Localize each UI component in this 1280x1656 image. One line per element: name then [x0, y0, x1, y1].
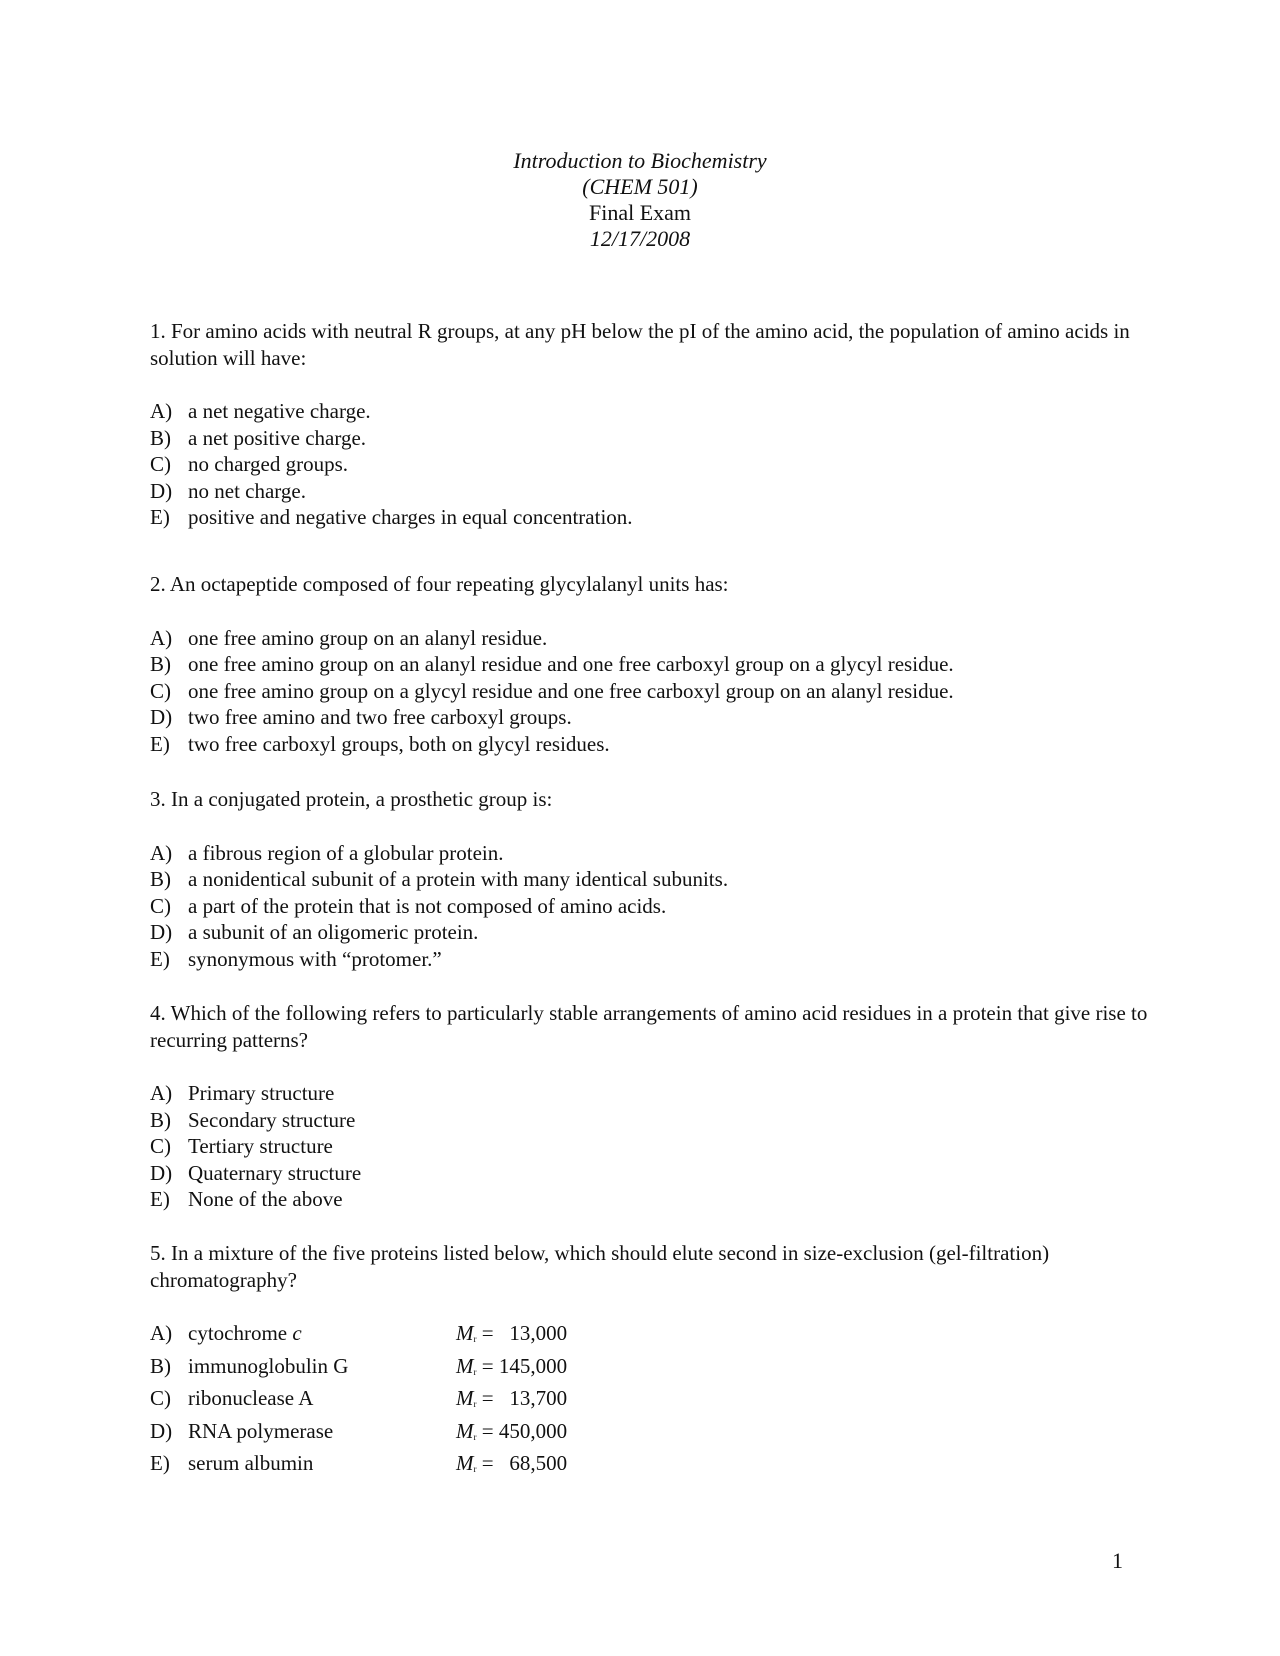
option-label: E) [150, 731, 170, 756]
question-3 [150, 786, 1150, 972]
page-number: 1 [1112, 1548, 1123, 1573]
option-c [150, 1385, 1150, 1418]
option-text: Primary structure [188, 1081, 335, 1105]
course-title: Introduction to Biochemistry [513, 148, 767, 173]
molecular-weight: $M_r = 13,000$ [456, 1321, 568, 1345]
option-a [150, 840, 1150, 867]
option-text: a nonidentical subunit of a protein with many identical subunits. [188, 867, 729, 891]
option-label: C) [150, 1386, 171, 1410]
option-label: E) [150, 1187, 170, 1211]
option-b [150, 651, 1150, 678]
question-stem: 3. In a conjugated protein, a prosthetic group is: [150, 787, 553, 811]
option-text: two free amino and two free carboxyl groups. [188, 705, 572, 729]
protein-name: RNA polymerase [188, 1418, 334, 1443]
option-a [150, 398, 1150, 425]
option-d [150, 1160, 1150, 1187]
option-c [150, 1133, 1150, 1160]
protein-name: cytochrome c [188, 1321, 302, 1345]
molecular-weight: $M_r = 145,000$ [456, 1353, 568, 1378]
option-b [150, 866, 1150, 893]
option-label: B) [150, 867, 171, 891]
option-label: D) [150, 1418, 173, 1443]
option-text: a fibrous region of a globular protein. [188, 840, 504, 865]
option-label: C) [150, 452, 171, 476]
molecular-weight: $M_r = 450,000$ [456, 1418, 568, 1443]
option-d [150, 919, 1150, 946]
option-text: None of the above [188, 1187, 343, 1211]
option-label: E) [150, 946, 170, 971]
molecular-weight: $M_r = 68,500$ [456, 1451, 568, 1475]
option-label: B) [150, 1107, 171, 1132]
protein-name: immunoglobulin G [188, 1353, 349, 1378]
option-a [150, 1080, 1150, 1107]
option-text: Quaternary structure [188, 1160, 362, 1185]
option-e [150, 731, 1150, 758]
option-text: no net charge. [188, 478, 306, 503]
option-a [150, 625, 1150, 652]
option-text: a net positive charge. [188, 425, 367, 450]
question-2 [150, 571, 1150, 757]
option-d [150, 1418, 1150, 1451]
option-text: a net negative charge. [188, 399, 371, 423]
protein-name: ribonuclease A [188, 1386, 314, 1410]
option-label: D) [150, 1160, 173, 1185]
option-text: one free amino group on an alanyl residue and one free carboxyl group on a glycyl residue. [188, 652, 954, 676]
option-text: positive and negative charges in equal concentration. [188, 505, 633, 529]
molecular-weight: $M_r = 13,700$ [456, 1386, 568, 1410]
exam-date: 12/17/2008 [589, 226, 691, 251]
option-label: D) [150, 920, 173, 944]
option-b [150, 1353, 1150, 1386]
option-text: a subunit of an oligomeric protein. [188, 920, 479, 944]
option-e [150, 504, 1150, 531]
question-stem: 5. In a mixture of the five proteins listed below, which should elute second in size-exclusion (gel-filtration) chromatography? [150, 1241, 1050, 1292]
option-text: Tertiary structure [188, 1134, 333, 1158]
option-label: A) [150, 1321, 173, 1345]
option-label: A) [150, 840, 173, 865]
option-a [150, 1320, 1150, 1353]
question-stem: 4. Which of the following refers to particularly stable arrangements of amino acid residues in a protein that give rise to recurring patterns? [150, 1001, 1148, 1052]
option-e [150, 1186, 1150, 1213]
question-stem: 1. For amino acids with neutral R groups, at any pH below the pI of the amino acid, the population of amino acids in solution will have: [150, 319, 1130, 370]
option-label: B) [150, 652, 171, 676]
question-stem: 2. An octapeptide composed of four repeating glycylalanyl units has: [150, 572, 729, 596]
option-c [150, 451, 1150, 478]
protein-name: serum albumin [188, 1451, 314, 1475]
option-text: two free carboxyl groups, both on glycyl residues. [188, 731, 610, 756]
question-5 [150, 1240, 1150, 1483]
option-b [150, 1107, 1150, 1134]
course-code: (CHEM 501) [582, 174, 698, 199]
option-label: D) [150, 705, 173, 729]
option-label: C) [150, 1134, 171, 1158]
option-d [150, 478, 1150, 505]
exam-header [0, 148, 1280, 252]
option-text: a part of the protein that is not composed of amino acids. [188, 893, 667, 918]
option-text: Secondary structure [188, 1107, 356, 1132]
option-c [150, 678, 1150, 705]
option-b [150, 425, 1150, 452]
option-e [150, 946, 1150, 973]
option-label: A) [150, 625, 173, 650]
option-label: A) [150, 1081, 173, 1105]
question-1 [150, 318, 1150, 531]
question-4 [150, 1000, 1150, 1213]
option-label: B) [150, 425, 171, 450]
option-text: no charged groups. [188, 452, 348, 476]
option-label: E) [150, 505, 170, 529]
option-label: C) [150, 893, 171, 918]
option-d [150, 704, 1150, 731]
option-label: A) [150, 399, 173, 423]
option-label: D) [150, 478, 173, 503]
option-label: B) [150, 1353, 171, 1378]
option-text: one free amino group on an alanyl residue. [188, 625, 548, 650]
option-c [150, 893, 1150, 920]
option-text: one free amino group on a glycyl residue and one free carboxyl group on an alanyl residue. [188, 678, 954, 703]
option-label: C) [150, 678, 171, 703]
option-e [150, 1450, 1150, 1483]
option-text: synonymous with “protomer.” [188, 946, 442, 971]
option-label: E) [150, 1451, 170, 1475]
exam-name: Final Exam [588, 200, 692, 225]
